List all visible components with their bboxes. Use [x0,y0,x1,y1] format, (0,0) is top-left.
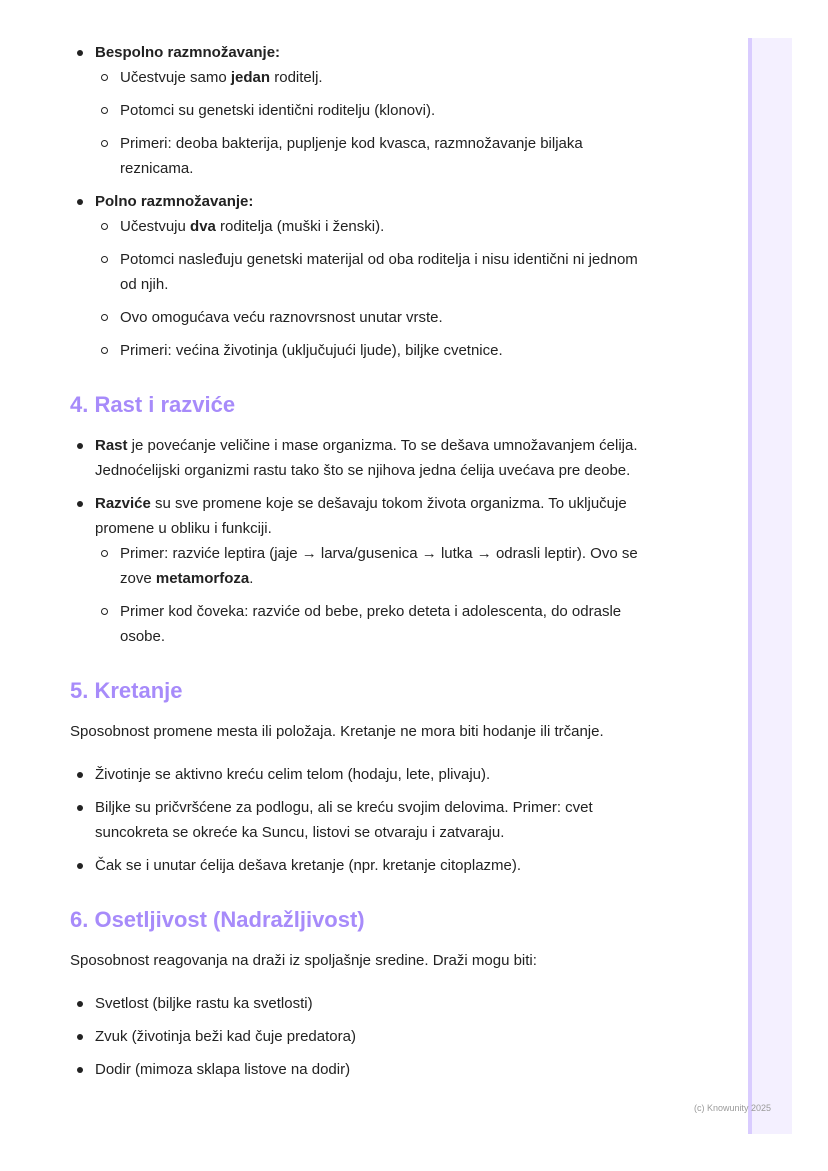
footer-note: (c) Knowunity 2025 [694,1103,772,1113]
movement-intro: Sposobnost promene mesta ili položaja. Kretanje ne mora biti hodanje ili trčanje. [70,723,604,740]
sexual-sublist [95,214,650,363]
list-item [95,214,650,239]
spacer [70,744,650,762]
list-item [95,541,650,591]
spacer [70,973,650,991]
list-item: Primeri: deoba bakterija, pupljenje kod kvasca, razmnožavanje biljaka reznicama. [95,131,650,181]
section-heading-movement: 5. Kretanje [70,678,183,703]
list-item: Zvuk (životinja beži kad čuje predatora) [70,1024,650,1049]
list-item: Dodir (mimoza sklapa listove na dodir) [70,1057,650,1082]
section-heading-growth: 4. Rast i razviće [70,392,236,417]
list-item: Potomci nasleđuju genetski materijal od oba roditelja i nisu identični ni jednom od njih. [95,247,650,297]
bold-text: dva [190,218,216,235]
list-item: Primer kod čoveka: razviće od bebe, preko deteta i adolescenta, do odrasle osobe. [95,599,650,649]
section-heading-sensitivity: 6. Osetljivost (Nadražljivost) [70,907,365,932]
list-item-sexual [70,189,650,363]
spacer [70,371,650,391]
list-item: Potomci su genetski identični roditelju (klonovi). [95,98,650,123]
asexual-title: Bespolno razmnožavanje: [95,44,281,61]
sensitivity-intro: Sposobnost reagovanja na draži iz spoljašnje sredine. Draži mogu biti: [70,952,537,969]
list-item [95,65,650,90]
bold-text: metamorfoza [155,570,250,587]
reproduction-list [70,40,650,363]
sensitivity-list [70,991,650,1082]
text: roditelja (muški i ženski). [215,218,385,235]
growth-list [70,433,650,649]
list-item-razvice [70,491,650,649]
text: Učestvuje samo [120,69,231,86]
spacer [70,419,650,433]
spacer [70,705,650,719]
sexual-title: Polno razmnožavanje: [95,193,254,210]
list-item: Životinje se aktivno kreću celim telom (hodaju, lete, plivaju). [70,762,650,787]
document-content [70,40,650,1090]
text: roditelj. [270,69,323,86]
spacer [70,657,650,677]
spacer [70,886,650,906]
bold-text: jedan [230,69,271,86]
text: . [249,570,254,587]
text: su sve promene koje se dešavaju tokom života organizma. To uključuje promene u obliku i funkciji. [95,495,627,537]
text: Učestvuju [120,218,191,235]
side-panel [748,38,792,1134]
list-item: Svetlost (biljke rastu ka svetlosti) [70,991,650,1016]
list-item: Biljke su pričvršćene za podlogu, ali se kreću svojim delovima. Primer: cvet suncokreta se okreće ka Suncu, listovi se otvaraju i zatvaraju. [70,795,650,845]
spacer [70,934,650,948]
bold-text: Rast [95,437,128,454]
movement-list [70,762,650,878]
bold-text: Razviće [95,495,151,512]
list-item: Primeri: većina životinja (uključujući ljude), biljke cvetnice. [95,338,650,363]
text: je povećanje veličine i mase organizma. To se dešava umnožavanjem ćelija. Jednoćelijski organizmi rastu tako što se njihova jedna ćelija uvećava pre deobe. [95,437,638,479]
list-item: Čak se i unutar ćelija dešava kretanje (npr. kretanje citoplazme). [70,853,650,878]
text: Primer: razviće leptira (jaje → larva/gusenica → lutka → odrasli leptir). Ovo se zove [120,545,638,587]
list-item-asexual [70,40,650,181]
asexual-sublist [95,65,650,181]
list-item: Ovo omogućava veću raznovrsnost unutar vrste. [95,305,650,330]
list-item-rast [70,433,650,483]
razvice-sublist [95,541,650,649]
